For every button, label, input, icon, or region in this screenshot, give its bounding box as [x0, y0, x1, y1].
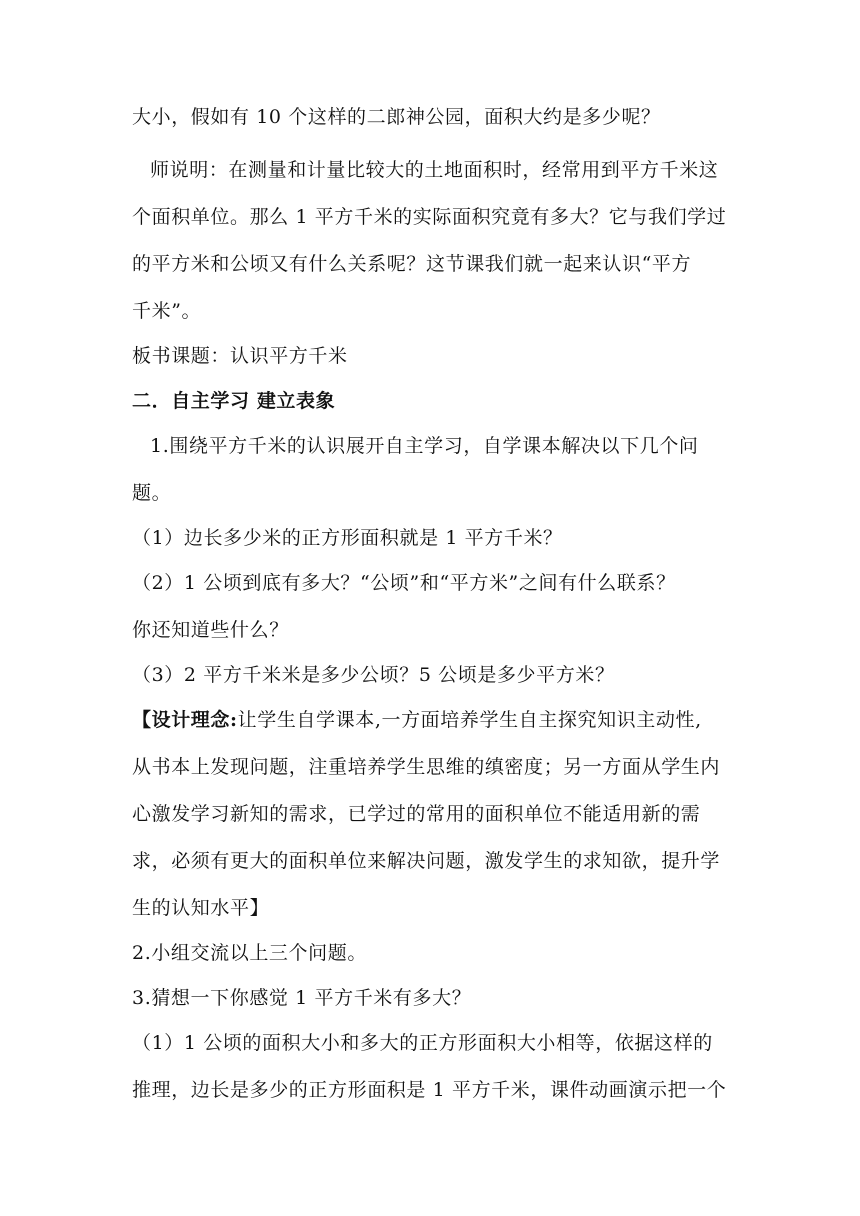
paragraph-line: 心激发学习新知的需求，已学过的常用的面积单位不能适用新的需 [132, 803, 701, 825]
paragraph-line: 大小，假如有 10 个这样的二郎神公园，面积大约是多少呢？ [132, 106, 661, 128]
paragraph-line: 求，必须有更大的面积单位来解决问题，激发学生的求知欲，提升学 [132, 850, 721, 872]
paragraph-line: 1.围绕平方千米的认识展开自主学习，自学课本解决以下几个问 [150, 435, 699, 457]
design-concept-line [132, 708, 702, 732]
design-concept-text: 让学生自学课本,一方面培养学生自主探究知识主动性, [237, 709, 702, 731]
question-line: 你还知道些什么？ [132, 619, 289, 641]
paragraph-line: 从书本上发现问题，注重培养学生思维的缜密度；另一方面从学生内 [132, 756, 721, 778]
paragraph-line: 千米”。 [132, 300, 202, 322]
paragraph-line: 推理，边长是多少的正方形面积是 1 平方千米，课件动画演示把一个 [132, 1079, 727, 1101]
design-concept-label: 【设计理念: [132, 709, 238, 731]
paragraph-line: 题。 [132, 482, 172, 504]
step-line: 3.猜想一下你感觉 1 平方千米有多大？ [132, 987, 472, 1009]
board-title-line: 板书课题：认识平方千米 [132, 345, 348, 367]
question-line: （3）2 平方千米米是多少公顷？5 公顷是多少平方米？ [132, 664, 615, 686]
paragraph-line: 生的认知水平】 [132, 897, 270, 919]
step-line: 2.小组交流以上三个问题。 [132, 942, 367, 964]
question-line: （1）边长多少米的正方形面积就是 1 平方千米？ [132, 527, 563, 549]
paragraph-line: 的平方米和公顷又有什么关系呢？这节课我们就一起来认识“平方 [132, 253, 692, 275]
section-heading: 二．自主学习 建立表象 [132, 390, 336, 412]
paragraph-line: 师说明：在测量和计量比较大的土地面积时，经常用到平方千米这 [150, 159, 719, 181]
paragraph-line: （1）1 公顷的面积大小和多大的正方形面积大小相等，依据这样的 [132, 1032, 713, 1054]
paragraph-line: 个面积单位。那么 1 平方千米的实际面积究竟有多大？它与我们学过 [132, 206, 727, 228]
question-line: （2）1 公顷到底有多大？“公顷”和“平方米”之间有什么联系？ [132, 572, 676, 594]
